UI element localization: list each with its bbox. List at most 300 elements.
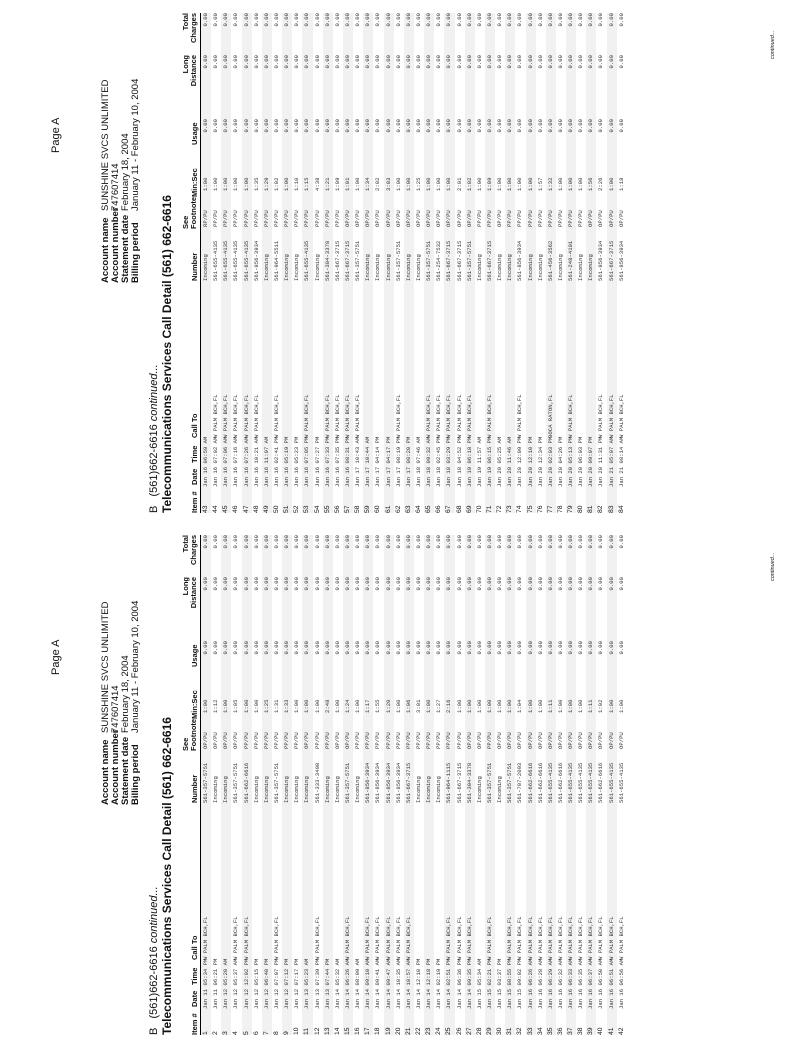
cell-long-distance: 0.00 bbox=[283, 55, 291, 69]
cell-min-sec: 1:00 bbox=[445, 177, 453, 191]
cell-long-distance: 0.00 bbox=[374, 577, 382, 591]
header-long-distance: Long Distance bbox=[181, 55, 198, 87]
table-row bbox=[576, 535, 586, 1035]
header-number: Number bbox=[190, 252, 199, 281]
table-row bbox=[617, 535, 627, 1035]
cell-datetime: Jan 14 06:36 PM bbox=[455, 958, 463, 1009]
cell-min-sec: 1:00 bbox=[577, 699, 585, 713]
cell-item: 21 bbox=[404, 1027, 412, 1035]
cell-datetime: Jan 14 02:51 PM bbox=[445, 958, 453, 1009]
cell-number: 561-667-3715 bbox=[607, 240, 615, 281]
cell-min-sec: 1:57 bbox=[536, 177, 544, 191]
cell-item: 40 bbox=[597, 1027, 605, 1035]
header-time: Time bbox=[190, 445, 199, 463]
cell-long-distance: 0.00 bbox=[546, 55, 554, 69]
cell-footnote: PP/PU bbox=[354, 732, 362, 749]
cell-item: 74 bbox=[516, 505, 524, 513]
cell-long-distance: 0.00 bbox=[617, 55, 625, 69]
cell-usage: 0.00 bbox=[506, 119, 514, 133]
cell-long-distance: 0.00 bbox=[404, 55, 412, 69]
cell-usage: 0.00 bbox=[232, 641, 240, 655]
cell-long-distance: 0.00 bbox=[465, 577, 473, 591]
cell-datetime: Jan 16 06:28 AM bbox=[536, 958, 544, 1009]
cell-total-charges: 0.00 bbox=[323, 535, 331, 549]
cell-long-distance: 0.00 bbox=[587, 577, 595, 591]
cell-item: 70 bbox=[475, 505, 483, 513]
cell-footnote: PP/PU bbox=[262, 732, 270, 749]
cell-item: 51 bbox=[283, 505, 291, 513]
table-row bbox=[475, 535, 485, 1035]
cell-total-charges: 0.00 bbox=[597, 535, 605, 549]
table-row bbox=[292, 13, 302, 513]
cell-datetime: Jan 16 07:06 AM bbox=[222, 436, 230, 487]
cell-number: 561-357-5751 bbox=[485, 762, 493, 803]
cell-long-distance: 0.00 bbox=[556, 577, 564, 591]
cell-min-sec: 1:00 bbox=[313, 699, 321, 713]
cell-long-distance: 0.00 bbox=[425, 577, 433, 591]
cell-usage: 0.00 bbox=[597, 641, 605, 655]
cell-datetime: Jan 20 04:26 PM bbox=[556, 436, 564, 487]
cell-number: 561-662-6616 bbox=[597, 762, 605, 803]
cell-min-sec: 1:10 bbox=[293, 177, 301, 191]
cell-long-distance: 0.00 bbox=[202, 577, 209, 591]
cell-number: 561-662-6616 bbox=[556, 762, 564, 803]
cell-total-charges: 0.00 bbox=[394, 13, 402, 27]
account-info bbox=[100, 79, 141, 283]
cell-datetime: Jan 13 05:23 AM bbox=[303, 958, 311, 1009]
cell-min-sec: 1:33 bbox=[283, 699, 291, 713]
cell-item: 34 bbox=[536, 1027, 544, 1035]
cell-datetime: Jan 11 05:34 PM bbox=[202, 958, 209, 1009]
cell-long-distance: 0.00 bbox=[313, 577, 321, 591]
cell-usage: 0.00 bbox=[202, 119, 209, 133]
cell-total-charges: 0.00 bbox=[313, 13, 321, 27]
cell-footnote: OP/PU bbox=[567, 732, 575, 749]
cell-datetime: Jan 21 08:14 AM bbox=[617, 436, 625, 487]
cell-number: Incoming bbox=[202, 254, 209, 281]
cell-usage: 0.00 bbox=[435, 119, 443, 133]
table-row bbox=[576, 13, 586, 513]
cell-total-charges: 0.00 bbox=[262, 535, 270, 549]
cell-total-charges: 0.00 bbox=[323, 13, 331, 27]
cell-usage: 0.00 bbox=[323, 641, 331, 655]
cell-min-sec: 2:48 bbox=[323, 699, 331, 713]
cell-total-charges: 0.00 bbox=[242, 535, 250, 549]
cell-item: 61 bbox=[384, 505, 392, 513]
cell-footnote: PP/PU bbox=[333, 210, 341, 227]
cell-item: 46 bbox=[232, 505, 240, 513]
cell-item: 33 bbox=[526, 1027, 534, 1035]
cell-number: 561-655-4135 bbox=[617, 762, 625, 803]
cell-number: 561-304-3378 bbox=[465, 762, 473, 803]
cell-usage: 0.00 bbox=[455, 119, 463, 133]
cell-datetime: Jan 16 07:26 AM bbox=[242, 436, 250, 487]
cell-call-to: W PALM BCH,FL bbox=[597, 916, 605, 960]
cell-item: 35 bbox=[546, 1027, 554, 1035]
cell-footnote: PP/PU bbox=[272, 732, 280, 749]
table-row bbox=[252, 13, 262, 513]
cell-usage: 0.00 bbox=[546, 641, 554, 655]
cell-min-sec: 1:00 bbox=[526, 177, 534, 191]
cell-call-to: W PALM BCH,FL bbox=[567, 394, 575, 438]
cell-total-charges: 0.00 bbox=[394, 535, 402, 549]
header-long-distance: Long Distance bbox=[181, 577, 198, 609]
cell-datetime: Jan 16 06:29 AM bbox=[546, 958, 554, 1009]
cell-usage: 0.00 bbox=[384, 119, 392, 133]
cell-number: Incoming bbox=[526, 254, 534, 281]
cell-number: 561-667-3715 bbox=[485, 240, 493, 281]
cell-min-sec: 1:00 bbox=[607, 177, 615, 191]
cell-long-distance: 0.00 bbox=[212, 55, 220, 69]
cell-usage: 0.00 bbox=[374, 119, 382, 133]
table-row bbox=[242, 535, 252, 1035]
cell-long-distance: 0.00 bbox=[607, 55, 615, 69]
table-row bbox=[505, 535, 515, 1035]
cell-long-distance: 0.00 bbox=[343, 577, 351, 591]
cell-call-to: W PALM BCH,FL bbox=[526, 916, 534, 960]
cell-long-distance: 0.00 bbox=[272, 55, 280, 69]
table-row bbox=[607, 535, 617, 1035]
cell-min-sec: 1:00 bbox=[232, 177, 240, 191]
cell-item: 15 bbox=[343, 1027, 351, 1035]
cell-total-charges: 0.00 bbox=[343, 13, 351, 27]
cell-long-distance: 0.00 bbox=[506, 577, 514, 591]
cell-usage: 0.00 bbox=[465, 119, 473, 133]
account-field-label: Statement date bbox=[120, 214, 132, 283]
table-row bbox=[353, 535, 363, 1035]
cell-item: 71 bbox=[485, 505, 493, 513]
account-field-value: 747607414 bbox=[110, 685, 122, 733]
cell-item: 82 bbox=[597, 505, 605, 513]
cell-footnote: PP/PU bbox=[303, 210, 311, 227]
cell-number: 561-667-3715 bbox=[333, 240, 341, 281]
cell-total-charges: 0.00 bbox=[242, 13, 250, 27]
cell-item: 4 bbox=[232, 1031, 240, 1035]
cell-item: 14 bbox=[333, 1027, 341, 1035]
cell-item: 31 bbox=[506, 1027, 514, 1035]
cell-min-sec: 1:00 bbox=[435, 177, 443, 191]
cell-datetime: Jan 17 10:43 AM bbox=[354, 436, 362, 487]
cell-usage: 0.00 bbox=[354, 641, 362, 655]
cell-long-distance: 0.00 bbox=[414, 577, 422, 591]
cell-datetime: Jan 18 03:29 PM bbox=[445, 436, 453, 487]
cell-min-sec: 1:18 bbox=[617, 177, 625, 191]
cell-total-charges: 0.00 bbox=[222, 535, 230, 549]
cell-usage: 0.00 bbox=[414, 119, 422, 133]
cell-number: Incoming bbox=[536, 254, 544, 281]
table-row bbox=[515, 535, 525, 1035]
cell-total-charges: 0.00 bbox=[475, 535, 483, 549]
cell-min-sec: 1:00 bbox=[222, 177, 230, 191]
cell-call-to: W PALM BCH,FL bbox=[485, 394, 493, 438]
table-row bbox=[404, 535, 414, 1035]
cell-number: 561-856-3934 bbox=[394, 762, 402, 803]
cell-total-charges: 0.00 bbox=[536, 535, 544, 549]
cell-datetime: Jan 12 12:02 PM bbox=[242, 958, 250, 1009]
cell-min-sec: 1:00 bbox=[577, 177, 585, 191]
cell-item: 25 bbox=[445, 1027, 453, 1035]
cell-usage: 0.00 bbox=[262, 119, 270, 133]
cell-call-to: W PALM BCH,FL bbox=[232, 394, 240, 438]
cell-item: 78 bbox=[556, 505, 564, 513]
table-row bbox=[282, 535, 292, 1035]
cell-long-distance: 0.00 bbox=[577, 577, 585, 591]
header-time: Time bbox=[190, 967, 199, 985]
call-detail-table bbox=[178, 13, 627, 513]
cell-total-charges: 0.00 bbox=[567, 535, 575, 549]
cell-usage: 0.00 bbox=[607, 641, 615, 655]
cell-total-charges: 0.00 bbox=[262, 13, 270, 27]
cell-long-distance: 0.00 bbox=[567, 577, 575, 591]
cell-call-to: W PALM BCH,FL bbox=[364, 916, 372, 960]
account-info bbox=[100, 601, 141, 805]
cell-call-to: W PALM BCH,FL bbox=[455, 916, 463, 960]
cell-number: Incoming bbox=[414, 776, 422, 803]
cell-usage: 0.00 bbox=[485, 641, 493, 655]
cell-min-sec: 1:00 bbox=[202, 177, 209, 191]
cell-footnote: OP/PU bbox=[496, 732, 504, 749]
cell-min-sec: 1:09 bbox=[485, 177, 493, 191]
cell-call-to: W PALM BCH,FL bbox=[232, 916, 240, 960]
cell-long-distance: 0.00 bbox=[597, 577, 605, 591]
cell-item: 18 bbox=[374, 1027, 382, 1035]
cell-min-sec: 1:00 bbox=[242, 699, 250, 713]
cell-total-charges: 0.00 bbox=[536, 13, 544, 27]
cell-item: 39 bbox=[587, 1027, 595, 1035]
cell-long-distance: 0.00 bbox=[323, 55, 331, 69]
cell-total-charges: 0.00 bbox=[546, 535, 554, 549]
cell-datetime: Jan 14 06:26 AM bbox=[343, 958, 351, 1009]
cell-footnote: PP/PU bbox=[414, 732, 422, 749]
cell-number: 561-667-3715 bbox=[455, 762, 463, 803]
table-row bbox=[323, 13, 333, 513]
cell-footnote: OP/PU bbox=[607, 210, 615, 227]
cell-datetime: Jan 16 07:33 PM bbox=[323, 436, 331, 487]
cell-min-sec: 3:03 bbox=[384, 177, 392, 191]
cell-long-distance: 0.00 bbox=[546, 577, 554, 591]
cell-datetime: Jan 14 10:35 AM bbox=[394, 958, 402, 1009]
cell-usage: 0.00 bbox=[404, 641, 412, 655]
cell-datetime: Jan 16 07:16 AM bbox=[232, 436, 240, 487]
table-row bbox=[455, 535, 465, 1035]
cell-number: 561-357-5751 bbox=[506, 762, 514, 803]
cell-datetime: Jan 20 11:46 AM bbox=[506, 436, 514, 487]
cell-usage: 0.00 bbox=[567, 641, 575, 655]
cell-min-sec: 1:02 bbox=[597, 699, 605, 713]
cell-total-charges: 0.00 bbox=[404, 535, 412, 549]
cell-number: 561-357-5751 bbox=[232, 762, 240, 803]
cell-total-charges: 0.00 bbox=[425, 13, 433, 27]
cell-usage: 0.00 bbox=[242, 119, 250, 133]
cell-call-to: W PALM BCH,FL bbox=[242, 916, 250, 960]
cell-footnote: PP/PU bbox=[536, 210, 544, 227]
cell-min-sec: 1:00 bbox=[455, 699, 463, 713]
cell-call-to: W PALM BCH,FL bbox=[354, 394, 362, 438]
table-row bbox=[434, 13, 444, 513]
table-row bbox=[607, 13, 617, 513]
cell-long-distance: 0.00 bbox=[374, 55, 382, 69]
cell-item: 2 bbox=[212, 1031, 220, 1035]
cell-call-to: W PALM BCH,FL bbox=[404, 916, 412, 960]
cell-number: 561-964-5511 bbox=[272, 240, 280, 281]
cell-usage: 0.00 bbox=[222, 119, 230, 133]
cell-total-charges: 0.00 bbox=[414, 13, 422, 27]
cell-footnote: OP/PU bbox=[556, 732, 564, 749]
cell-min-sec: 1:00 bbox=[536, 699, 544, 713]
cell-min-sec: 1:00 bbox=[394, 177, 402, 191]
cell-usage: 0.00 bbox=[556, 119, 564, 133]
cell-footnote: PP/PU bbox=[252, 732, 260, 749]
cell-datetime: Jan 20 06:03 PM bbox=[577, 436, 585, 487]
cell-footnote: PP/PU bbox=[577, 210, 585, 227]
table-row bbox=[404, 13, 414, 513]
cell-call-to: W PALM BCH,FL bbox=[202, 916, 209, 960]
cell-number: 561-662-6616 bbox=[536, 762, 544, 803]
cell-total-charges: 0.00 bbox=[617, 535, 625, 549]
cell-long-distance: 0.00 bbox=[354, 55, 362, 69]
table-body bbox=[201, 535, 627, 1035]
cell-datetime: Jan 21 05:07 AM bbox=[607, 436, 615, 487]
cell-number: Incoming bbox=[313, 254, 321, 281]
cell-call-to: W PALM BCH,FL bbox=[577, 916, 585, 960]
cell-min-sec: 1:00 bbox=[404, 177, 412, 191]
cell-usage: 0.00 bbox=[516, 641, 524, 655]
cell-item: 28 bbox=[475, 1027, 483, 1035]
cell-item: 62 bbox=[394, 505, 402, 513]
table-row bbox=[455, 13, 465, 513]
cell-item: 24 bbox=[435, 1027, 443, 1035]
cell-long-distance: 0.00 bbox=[435, 577, 443, 591]
cell-long-distance: 0.00 bbox=[425, 55, 433, 69]
header-call-to: Call To bbox=[190, 413, 199, 438]
cell-min-sec: 1:00 bbox=[202, 699, 209, 713]
cell-item: 59 bbox=[364, 505, 372, 513]
table-row bbox=[384, 13, 394, 513]
cell-min-sec: 1:04 bbox=[516, 699, 524, 713]
cell-call-to: W PALM BCH,FL bbox=[303, 394, 311, 438]
cell-total-charges: 0.00 bbox=[455, 535, 463, 549]
cell-long-distance: 0.00 bbox=[394, 55, 402, 69]
cell-usage: 0.00 bbox=[425, 119, 433, 133]
cell-number: Incoming bbox=[577, 254, 585, 281]
cell-footnote: OP/PU bbox=[303, 732, 311, 749]
cell-datetime: Jan 20 12:10 PM bbox=[526, 436, 534, 487]
cell-datetime: Jan 16 06:33 AM bbox=[567, 958, 575, 1009]
cell-usage: 0.00 bbox=[445, 641, 453, 655]
table-row bbox=[526, 535, 536, 1035]
section-number: (561)662-6616 bbox=[148, 424, 160, 497]
cell-item: 80 bbox=[577, 505, 585, 513]
table-row bbox=[526, 13, 536, 513]
cell-usage: 0.00 bbox=[455, 641, 463, 655]
cell-total-charges: 0.00 bbox=[567, 13, 575, 27]
cell-number: Incoming bbox=[425, 776, 433, 803]
cell-datetime: Jan 15 02:21 PM bbox=[485, 958, 493, 1009]
cell-total-charges: 0.00 bbox=[516, 13, 524, 27]
cell-datetime: Jan 17 04:14 PM bbox=[374, 436, 382, 487]
cell-usage: 0.00 bbox=[587, 119, 595, 133]
cell-item: 29 bbox=[485, 1027, 493, 1035]
cell-total-charges: 0.00 bbox=[232, 535, 240, 549]
cell-footnote: PP/PU bbox=[567, 210, 575, 227]
cell-call-to: W PALM BCH,FL bbox=[394, 916, 402, 960]
cell-call-to: BOCA RATON,FL bbox=[546, 394, 554, 438]
cell-datetime: Jan 15 09:02 PM bbox=[516, 958, 524, 1009]
cell-min-sec: 1:00 bbox=[556, 177, 564, 191]
cell-usage: 0.00 bbox=[536, 119, 544, 133]
cell-footnote: OP/PU bbox=[222, 732, 230, 749]
cell-footnote: PP/PU bbox=[283, 210, 291, 227]
cell-number: Incoming bbox=[333, 776, 341, 803]
cell-datetime: Jan 16 06:37 AM bbox=[587, 958, 595, 1009]
cell-item: 7 bbox=[262, 1031, 270, 1035]
cell-call-to: W PALM BCH,FL bbox=[435, 394, 443, 438]
cell-usage: 0.00 bbox=[516, 119, 524, 133]
cell-number: 561-254-7532 bbox=[435, 240, 443, 281]
cell-min-sec: 1:17 bbox=[364, 699, 372, 713]
table-row bbox=[536, 535, 546, 1035]
cell-datetime: Jan 18 04:52 PM bbox=[455, 436, 463, 487]
cell-long-distance: 0.00 bbox=[526, 577, 534, 591]
cell-number: Incoming bbox=[475, 254, 483, 281]
cell-min-sec: 1:00 bbox=[567, 177, 575, 191]
page-label: Page A bbox=[50, 639, 62, 675]
cell-long-distance: 0.00 bbox=[293, 577, 301, 591]
table-row bbox=[475, 13, 485, 513]
cell-total-charges: 0.00 bbox=[354, 535, 362, 549]
header-date: Date bbox=[190, 990, 199, 1007]
header-usage: Usage bbox=[190, 644, 199, 667]
cell-item: 73 bbox=[506, 505, 514, 513]
cell-number: 561-856-3934 bbox=[516, 240, 524, 281]
cell-total-charges: 0.00 bbox=[617, 13, 625, 27]
cell-long-distance: 0.00 bbox=[485, 55, 493, 69]
cell-footnote: OP/PU bbox=[496, 210, 504, 227]
cell-usage: 0.00 bbox=[364, 641, 372, 655]
cell-min-sec: 1:00 bbox=[394, 699, 402, 713]
cell-total-charges: 0.00 bbox=[587, 13, 595, 27]
cell-footnote: OP/PU bbox=[364, 210, 372, 227]
cell-call-to: W PALM BCH,FL bbox=[607, 394, 615, 438]
cell-min-sec: 1:00 bbox=[556, 699, 564, 713]
table-row bbox=[515, 13, 525, 513]
account-row bbox=[100, 79, 110, 283]
cell-long-distance: 0.00 bbox=[364, 55, 372, 69]
cell-long-distance: 0.00 bbox=[222, 55, 230, 69]
cell-long-distance: 0.00 bbox=[414, 55, 422, 69]
cell-long-distance: 0.00 bbox=[465, 55, 473, 69]
cell-min-sec: 1:00 bbox=[425, 177, 433, 191]
cell-footnote: PP/PU bbox=[526, 210, 534, 227]
cell-total-charges: 0.00 bbox=[202, 13, 209, 27]
cell-call-to: W PALM BCH,FL bbox=[617, 916, 625, 960]
cell-item: 17 bbox=[364, 1027, 372, 1035]
cell-datetime: Jan 12 05:20 AM bbox=[222, 958, 230, 1009]
cell-datetime: Jan 16 06:59 AM bbox=[202, 436, 209, 487]
cell-item: 56 bbox=[333, 505, 341, 513]
cell-total-charges: 0.00 bbox=[425, 535, 433, 549]
cell-long-distance: 0.00 bbox=[435, 55, 443, 69]
cell-number: 561-655-4135 bbox=[607, 762, 615, 803]
call-detail-table bbox=[178, 535, 627, 1035]
table-row bbox=[546, 535, 556, 1035]
table-row bbox=[201, 13, 211, 513]
cell-usage: 0.00 bbox=[485, 119, 493, 133]
cell-total-charges: 0.00 bbox=[283, 535, 291, 549]
cell-number: Incoming bbox=[364, 254, 372, 281]
cell-number: 561-655-4135 bbox=[212, 240, 220, 281]
cell-usage: 0.00 bbox=[475, 119, 483, 133]
